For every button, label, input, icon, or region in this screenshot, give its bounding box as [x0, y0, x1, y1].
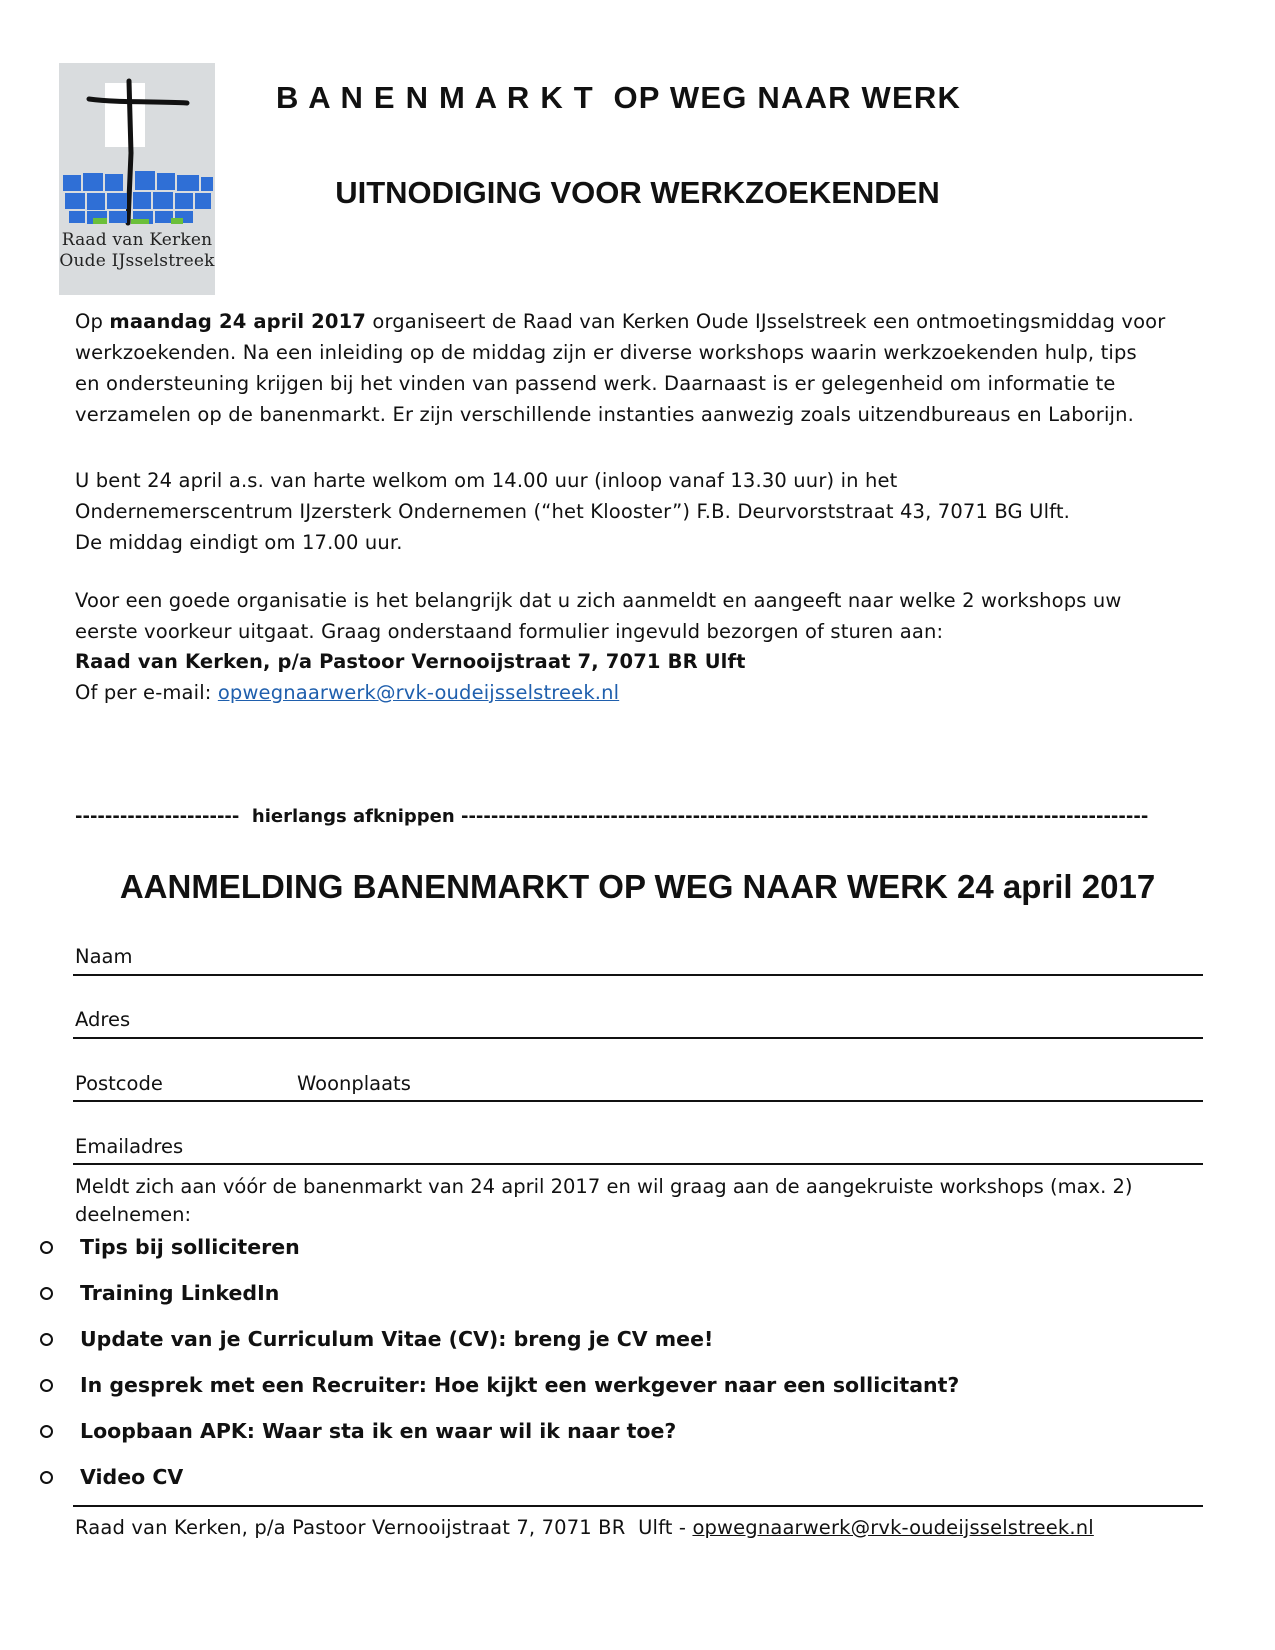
email-field-line[interactable]: [73, 1163, 1203, 1165]
address-field-label: Adres: [75, 1008, 131, 1031]
cut-line: [75, 806, 1200, 827]
workshop-label: Loopbaan APK: Waar sta ik en waar wil ik naar toe?: [80, 1419, 677, 1443]
page-subtitle: UITNODIGING VOOR WERKZOEKENDEN: [335, 175, 940, 210]
email-line: [75, 677, 1205, 708]
name-field-label: Naam: [75, 945, 133, 968]
name-field-line[interactable]: [73, 974, 1203, 976]
location-paragraph: U bent 24 april a.s. van harte welkom om 14.00 uur (inloop vanaf 13.30 uur) in het Ondernemerscentrum IJzersterk Ondernemen (“het Klooster”) F.B. Deurvorststraat 43, 7071 BG Ulft. De middag eindigt om 17.00 uur.: [75, 469, 1070, 554]
intro-text: organiseert de Raad van Kerken Oude IJsselstreek een ontmoetingsmiddag voor werkzoekenden. Na een inleiding op de middag zijn er diverse workshops waarin werkzoekenden hulp, tips en ondersteuning krijgen bij het vinden van passend werk. Daarnaast is er gelegenheid om informatie te verzamelen op de banenmarkt. Er zijn verschillende instanties aanwezig zoals uitzendbureaus en Laborijn.: [75, 310, 1166, 426]
workshop-label: In gesprek met een Recruiter: Hoe kijkt een werkgever naar een sollicitant?: [80, 1373, 960, 1397]
intro-prefix: Op: [75, 310, 110, 333]
footer: [75, 1516, 1094, 1539]
workshop-option[interactable]: [40, 1278, 959, 1324]
address-field-line[interactable]: [73, 1037, 1203, 1039]
cut-label: hierlangs afknippen: [251, 806, 455, 827]
form-title: AANMELDING BANENMARKT OP WEG NAAR WERK 24 april 2017: [119, 868, 1156, 905]
workshop-option[interactable]: [40, 1324, 959, 1370]
workshop-label: Video CV: [80, 1465, 184, 1489]
event-date: maandag 24 april 2017: [109, 310, 367, 333]
postal-address: Raad van Kerken, p/a Pastoor Vernooijstraat 7, 7071 BR Ulft: [75, 650, 746, 673]
logo-text-line2: Oude IJsselstreek: [59, 251, 215, 271]
workshop-label: Update van je Curriculum Vitae (CV): breng je CV mee!: [80, 1327, 714, 1351]
workshop-label: Training LinkedIn: [80, 1281, 280, 1305]
registration-info-paragraph: Voor een goede organisatie is het belangrijk dat u zich aanmeldt en aangeeft naar welke 2 workshops uw eerste voorkeur uitgaat. Graag onderstaand formulier ingevuld bezorgen of sturen aan:: [75, 589, 1122, 643]
checkbox-circle-icon[interactable]: [40, 1379, 53, 1392]
workshop-option[interactable]: [40, 1416, 959, 1462]
workshop-list: [40, 1232, 959, 1508]
footer-divider: [73, 1505, 1203, 1507]
checkbox-circle-icon[interactable]: [40, 1471, 53, 1484]
footer-email-link[interactable]: opwegnaarwerk@rvk-oudeijsselstreek.nl: [692, 1516, 1094, 1539]
page-title: B A N E N M A R K T OP WEG NAAR WERK: [276, 80, 962, 115]
checkbox-circle-icon[interactable]: [40, 1287, 53, 1300]
workshop-option[interactable]: [40, 1232, 959, 1278]
city-field-label: Woonplaats: [297, 1072, 411, 1095]
contact-email-link[interactable]: opwegnaarwerk@rvk-oudeijsselstreek.nl: [217, 681, 620, 704]
cut-dashes-left: ----------------------: [75, 806, 240, 827]
postcode-field-label: Postcode: [75, 1072, 163, 1095]
footer-address: Raad van Kerken, p/a Pastoor Vernooijstraat 7, 7071 BR Ulft -: [75, 1516, 693, 1539]
cut-dashes-right: --------------------------------------------------------------------------------------------: [460, 806, 1149, 827]
checkbox-circle-icon[interactable]: [40, 1241, 53, 1254]
postcode-city-field-line[interactable]: [73, 1100, 1203, 1102]
logo-text-line1: Raad van Kerken: [61, 230, 213, 250]
email-prefix: Of per e-mail:: [75, 681, 218, 704]
workshop-label: Tips bij solliciteren: [80, 1235, 300, 1259]
email-field-label: Emailadres: [75, 1135, 184, 1158]
workshop-option[interactable]: [40, 1370, 959, 1416]
checkbox-circle-icon[interactable]: [40, 1425, 53, 1438]
workshops-intro: Meldt zich aan vóór de banenmarkt van 24 april 2017 en wil graag aan de aangekruiste workshops (max. 2) deelnemen:: [75, 1175, 1133, 1226]
checkbox-circle-icon[interactable]: [40, 1333, 53, 1346]
workshop-option[interactable]: [40, 1462, 959, 1508]
intro-paragraph: [75, 306, 1205, 430]
